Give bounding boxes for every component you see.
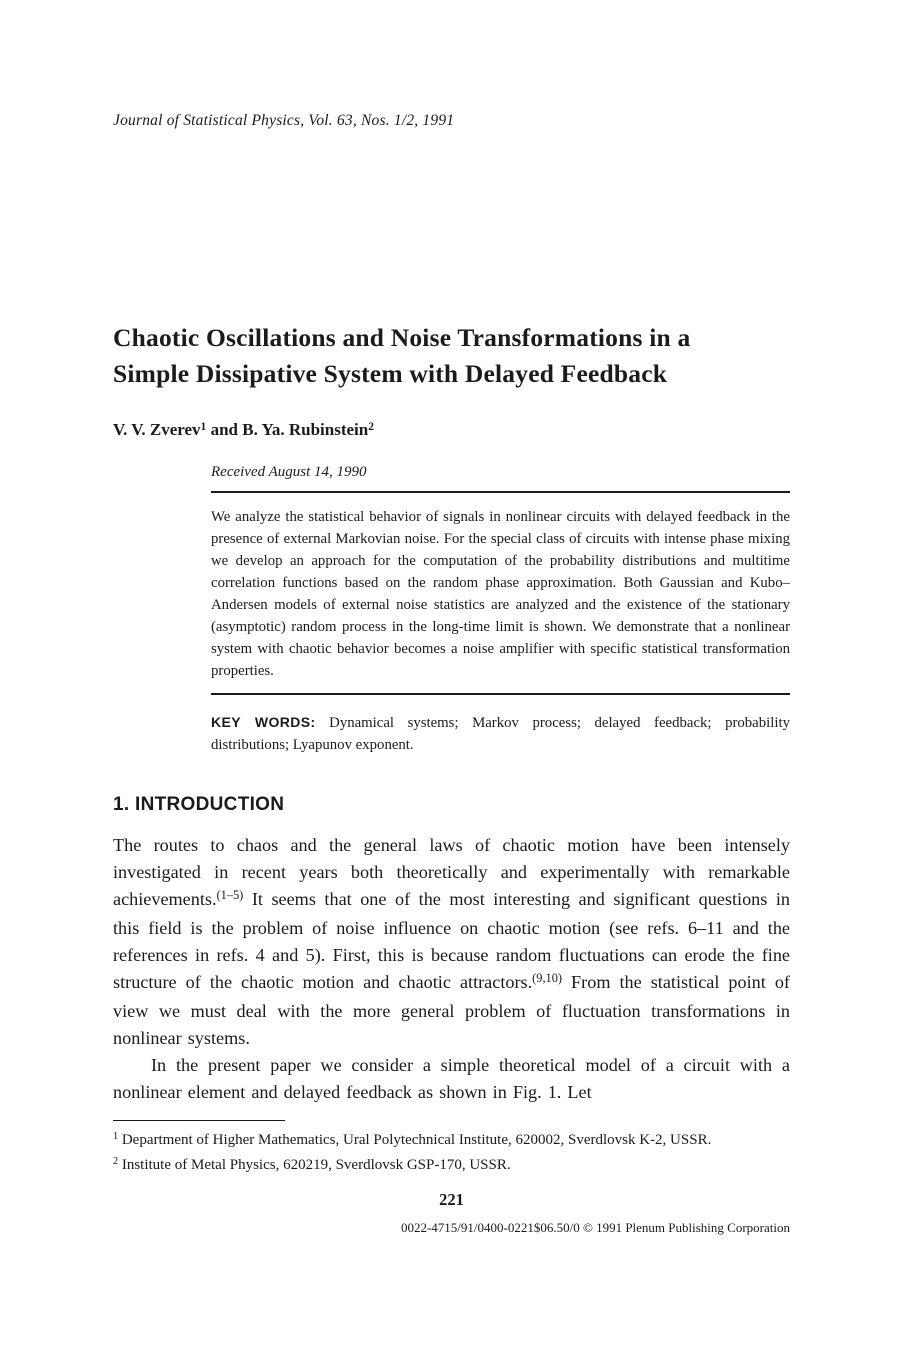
intro-p1-text-c: From the statistical point of view we must deal with the more general problem of fluctuation transformations in nonlinear systems. (113, 972, 790, 1048)
intro-paragraph-1 (113, 832, 790, 1052)
intro-p1-reference-1: (1–5) (216, 888, 244, 903)
keywords-text: Dynamical systems; Markov process; delayed feedback; probability distributions; Lyapunov exponent. (211, 715, 790, 753)
abstract-top-rule (211, 491, 790, 493)
footnote-1 (113, 1129, 790, 1154)
author-separator-and-author-2: and B. Ya. Rubinstein (206, 420, 369, 439)
intro-paragraph-2: In the present paper we consider a simple theoretical model of a circuit with a nonlinear element and delayed feedback as shown in Fig. 1. Let (113, 1055, 790, 1102)
paper-title-line-1: Chaotic Oscillations and Noise Transformations in a (113, 323, 691, 352)
copyright-line: 0022-4715/91/0400-0221$06.50/0 © 1991 Plenum Publishing Corporation (400, 1220, 790, 1235)
intro-p1-text-a: The routes to chaos and the general laws of chaotic motion have been intensely investigated in recent years both theoretically and experimentally with remarkable achievements. (113, 835, 790, 909)
paper-title-line-2: Simple Dissipative System with Delayed Feedback (113, 359, 668, 388)
paper-title (113, 320, 790, 392)
footnote-2 (113, 1154, 790, 1179)
author-1-name: V. V. Zverev (113, 420, 201, 439)
intro-p1-reference-2: (9,10) (532, 971, 563, 986)
footnote-separator-rule (113, 1120, 285, 1121)
intro-p1-text-b: It seems that one of the most interesting and significant questions in this field is the problem of noise influence on chaotic motion (see refs. 6–11 and the references in refs. 4 and 5). First, this is because random fluctuations can erode the fine structure of the chaotic motion and chaotic attractors. (113, 889, 790, 992)
authors-line (113, 420, 790, 440)
author-2-footnote-marker: 2 (368, 419, 374, 433)
abstract-bottom-rule (211, 693, 790, 695)
footnote-1-text: Department of Higher Mathematics, Ural Polytechnical Institute, 620002, Sverdlovsk K-2, USSR. (118, 1132, 712, 1148)
keywords-label: KEY WORDS: (211, 714, 316, 730)
page-content (113, 0, 790, 1236)
footnote-2-marker: 2 (113, 1155, 119, 1167)
journal-header: Journal of Statistical Physics, Vol. 63, Nos. 1/2, 1991 (113, 112, 455, 129)
section-1-heading: 1. INTRODUCTION (113, 794, 285, 815)
footnote-1-marker: 1 (113, 1131, 119, 1143)
received-date-line: Received August 14, 1990 (211, 464, 367, 480)
abstract-block (211, 491, 790, 695)
abstract-text: We analyze the statistical behavior of signals in nonlinear circuits with delayed feedback in the presence of external Markovian noise. For the special class of circuits with intense phase mixing we develop an approach for the computation of the probability distributions and multitime correlation functions based on the random phase approximation. Both Gaussian and Kubo–Andersen models of external noise statistics are analyzed and the existence of the stationary (asymptotic) random process in the long-time limit is shown. We demonstrate that a nonlinear system with chaotic behavior becomes a noise amplifier with specific statistical transformation properties. (211, 509, 790, 679)
keywords-paragraph (211, 711, 790, 756)
author-1-footnote-marker: 1 (200, 419, 207, 433)
footnote-2-text: Institute of Metal Physics, 620219, Sverdlovsk GSP-170, USSR. (118, 1156, 511, 1173)
page-number: 221 (439, 1190, 464, 1209)
footnotes-block (113, 1129, 790, 1178)
